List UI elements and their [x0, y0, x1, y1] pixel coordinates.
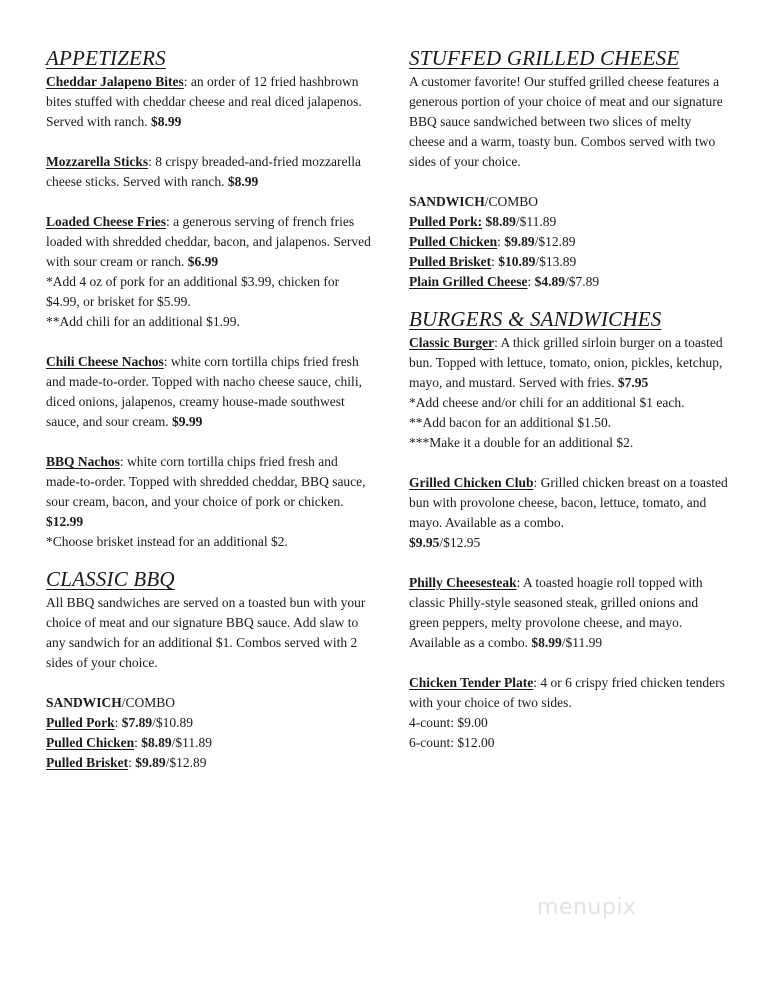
item-note: **Add chili for an additional $1.99. [46, 314, 240, 329]
item-price: $12.99 [46, 514, 84, 529]
item-price: $8.99 [150, 114, 182, 129]
item-name: Mozzarella Sticks [46, 154, 149, 169]
price-row: Pulled Chicken: $9.89/$12.89 [409, 234, 576, 249]
stuffed-grilled-cheese-heading: STUFFED GRILLED CHEESE [409, 46, 680, 70]
item-note: **Add bacon for an additional $1.50. [409, 415, 612, 430]
menu-item: Classic Burger: A thick grilled sirloin burger on a toasted bun. Topped with lettuce, tomato, onion, pickles, ketchup, mayo, and mustard. Served with fries. $7.95 [409, 335, 723, 390]
item-note: *Choose brisket instead for an additional $2. [46, 534, 288, 549]
item-price: $6.99 [187, 254, 219, 269]
right-column [409, 44, 729, 753]
price-row: Pulled Chicken: $8.89/$11.89 [46, 735, 213, 750]
menu-item: Philly Cheesesteak: A toasted hoagie roll topped with classic Philly-style seasoned steak, grilled onions and green peppers, melty provolone cheese, and mayo. Available as a combo. $8.99/$11.99 [409, 575, 703, 650]
item-price-line: $9.95/$12.95 [409, 535, 481, 550]
menu-item: Cheddar Jalapeno Bites: an order of 12 fried hashbrown bites stuffed with cheddar cheese and real diced jalapenos. Served with ranch. $8.99 [46, 74, 362, 129]
item-name: Chicken Tender Plate [409, 675, 534, 690]
item-note: *Add 4 oz of pork for an additional $3.99, chicken for $4.99, or brisket for $5.99. [46, 274, 340, 309]
item-note: ***Make it a double for an additional $2. [409, 435, 634, 450]
item-note: 4-count: $9.00 [409, 715, 488, 730]
item-note: *Add cheese and/or chili for an additional $1 each. [409, 395, 685, 410]
item-name: Classic Burger [409, 335, 495, 350]
item-price: $8.99 [227, 174, 259, 189]
menu-item: Chili Cheese Nachos: white corn tortilla chips fried fresh and made-to-order. Topped with nacho cheese sauce, chili, diced onions, jalapenos, creamy house-made southwest sauce, and sour cream. $9.99 [46, 354, 362, 429]
price-row: Plain Grilled Cheese: $4.89/$7.89 [409, 274, 600, 289]
burgers-heading: BURGERS & SANDWICHES [409, 307, 662, 331]
menu-item: Chicken Tender Plate: 4 or 6 crispy fried chicken tenders with your choice of two sides. [409, 675, 725, 710]
menu-item: Loaded Cheese Fries: a generous serving of french fries loaded with shredded cheddar, bacon, and jalapenos. Served with sour cream or ranch. $6.99 [46, 214, 371, 269]
item-price: $7.95 [617, 375, 649, 390]
classic-bbq-heading: CLASSIC BBQ [46, 567, 175, 591]
item-price: $9.99 [171, 414, 203, 429]
item-note: 6-count: $12.00 [409, 735, 495, 750]
item-price: $9.95 [409, 535, 440, 550]
menu-item: BBQ Nachos: white corn tortilla chips fried fresh and made-to-order. Topped with shredded cheddar, BBQ sauce, sour cream, bacon, and your choice of pork or chicken. $12.99 [46, 454, 366, 529]
item-name: Cheddar Jalapeno Bites [46, 74, 184, 89]
price-row: Pulled Brisket: $10.89/$13.89 [409, 254, 577, 269]
price-header: SANDWICH/COMBO [46, 695, 176, 710]
item-name: Loaded Cheese Fries [46, 214, 166, 229]
item-name: Philly Cheesesteak [409, 575, 517, 590]
price-header: SANDWICH/COMBO [409, 194, 539, 209]
menu-item: Mozzarella Sticks: 8 crispy breaded-and-fried mozzarella cheese sticks. Served with ranch. $8.99 [46, 154, 361, 189]
section-intro: All BBQ sandwiches are served on a toasted bun with your choice of meat and our signature BBQ sauce. Add slaw to any sandwich for an additional $1. Combos served with 2 sides of your choice. [46, 595, 366, 670]
price-row: Pulled Pork: $7.89/$10.89 [46, 715, 194, 730]
price-row: Pulled Pork: $8.89/$11.89 [409, 214, 557, 229]
section-intro: A customer favorite! Our stuffed grilled cheese features a generous portion of your choice of meat and our signature BBQ sauce sandwiched between two slices of melty cheese and a warm, toasty bun. Combos served with two sides of your choice. [409, 74, 723, 169]
left-column [46, 44, 371, 773]
price-row: Pulled Brisket: $9.89/$12.89 [46, 755, 207, 770]
watermark-logo: menupix [537, 895, 637, 920]
appetizers-heading: APPETIZERS [46, 46, 166, 70]
item-price: $8.99 [531, 635, 562, 650]
item-name: BBQ Nachos [46, 454, 120, 469]
item-name: Chili Cheese Nachos [46, 354, 164, 369]
item-name: Grilled Chicken Club [409, 475, 534, 490]
menu-item: Grilled Chicken Club: Grilled chicken breast on a toasted bun with provolone cheese, bacon, lettuce, tomato, and mayo. Available as a combo. [409, 475, 728, 530]
